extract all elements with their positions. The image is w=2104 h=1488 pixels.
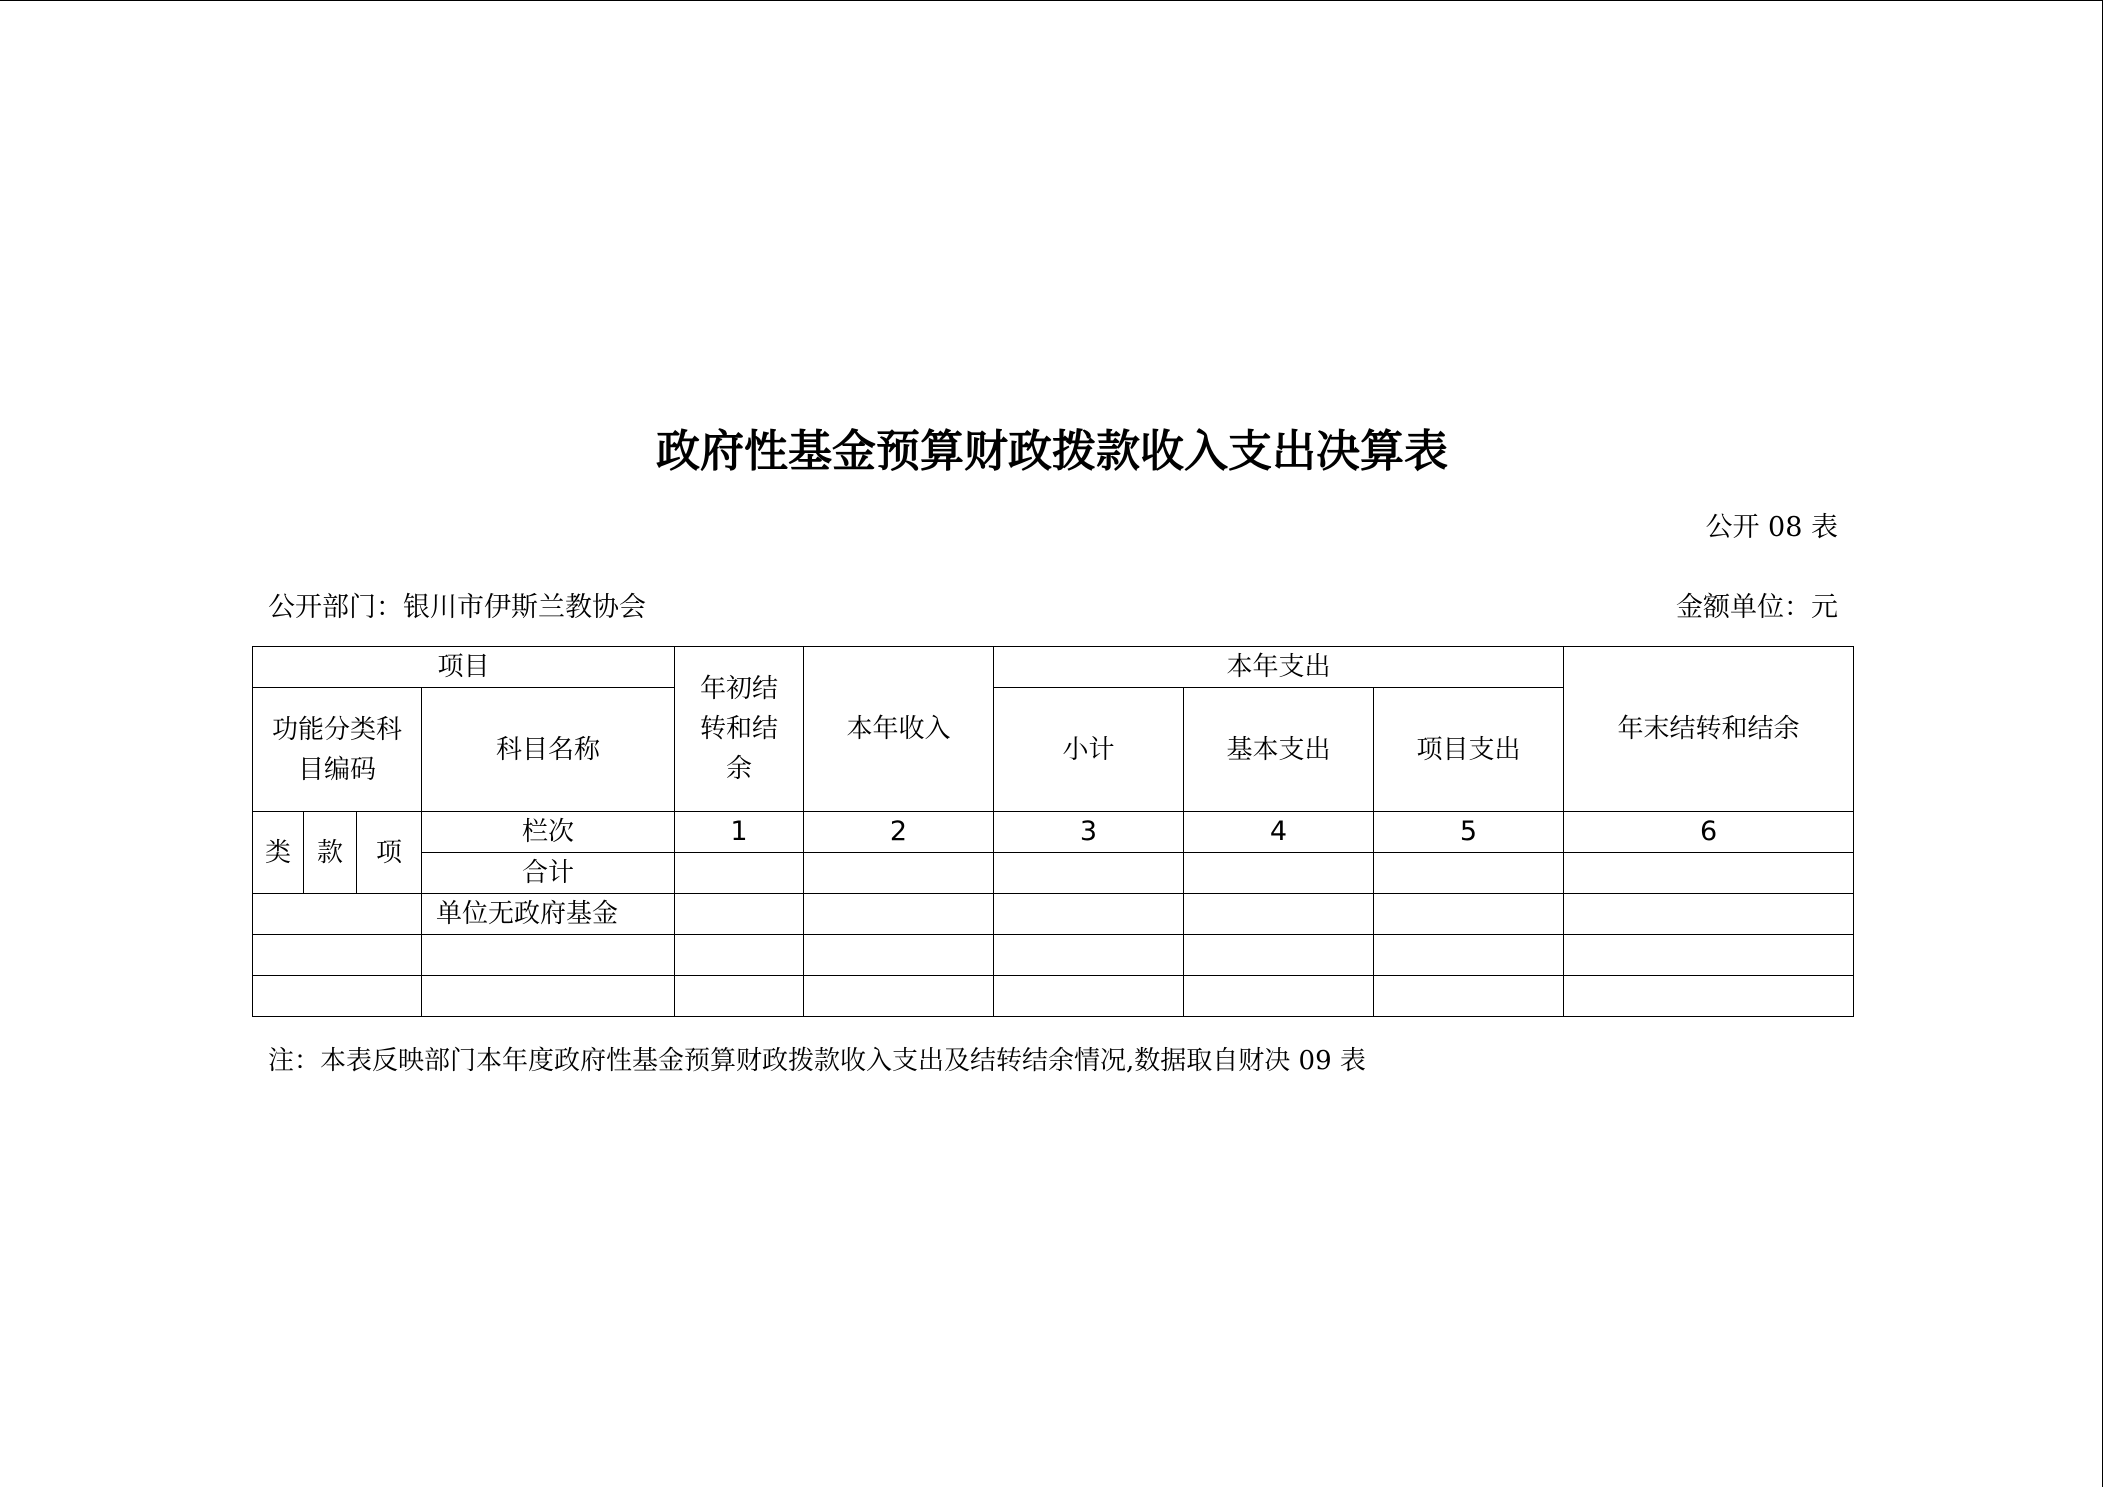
table-cell xyxy=(1374,894,1564,935)
department-label: 公开部门：银川市伊斯兰教协会 xyxy=(268,592,646,623)
table-cell xyxy=(804,935,994,976)
total-row xyxy=(253,853,1854,894)
row-code xyxy=(253,976,422,1017)
column-number: 2 xyxy=(804,812,994,853)
column-number: 4 xyxy=(1184,812,1374,853)
header-lei: 类 xyxy=(253,812,304,894)
table-cell xyxy=(675,853,804,894)
header-begin-balance xyxy=(675,647,804,812)
header-begin-balance-line: 转和结 xyxy=(700,714,779,744)
column-number: 5 xyxy=(1374,812,1564,853)
table-cell xyxy=(994,935,1184,976)
table-row xyxy=(253,976,1854,1017)
row-subject-name xyxy=(422,976,675,1017)
total-label: 合计 xyxy=(422,853,675,894)
table-row xyxy=(253,894,1854,935)
header-kuan: 款 xyxy=(304,812,357,894)
row-subject-name xyxy=(422,935,675,976)
table-cell xyxy=(1184,976,1374,1017)
header-project: 项目 xyxy=(253,647,675,688)
table-cell xyxy=(804,853,994,894)
column-number-row xyxy=(253,812,1854,853)
header-subtotal: 小计 xyxy=(994,688,1184,812)
header-lanci: 栏次 xyxy=(422,812,675,853)
table-cell xyxy=(1374,853,1564,894)
column-number: 1 xyxy=(675,812,804,853)
header-expense: 本年支出 xyxy=(994,647,1564,688)
header-income: 本年收入 xyxy=(804,647,994,812)
row-subject-name: 单位无政府基金 xyxy=(422,894,675,935)
row-code xyxy=(253,935,422,976)
header-basic-expense: 基本支出 xyxy=(1184,688,1374,812)
header-end-balance: 年末结转和结余 xyxy=(1564,647,1854,812)
header-project-expense: 项目支出 xyxy=(1374,688,1564,812)
table-cell xyxy=(675,976,804,1017)
header-row-1 xyxy=(253,647,1854,688)
table-cell xyxy=(1184,894,1374,935)
page-title: 政府性基金预算财政拨款收入支出决算表 xyxy=(656,426,1448,477)
table-cell xyxy=(804,976,994,1017)
table-cell xyxy=(804,894,994,935)
header-func-code xyxy=(253,688,422,812)
form-number: 公开 08 表 xyxy=(1705,512,1838,543)
column-number: 3 xyxy=(994,812,1184,853)
table-cell xyxy=(1564,853,1854,894)
header-xiang: 项 xyxy=(357,812,422,894)
header-begin-balance-line: 余 xyxy=(726,754,753,784)
table-cell xyxy=(994,894,1184,935)
column-number: 6 xyxy=(1564,812,1854,853)
table-cell xyxy=(1184,935,1374,976)
table-cell xyxy=(994,853,1184,894)
header-begin-balance-line: 年初结 xyxy=(700,674,779,704)
header-func-code-line: 功能分类科 xyxy=(271,714,402,745)
amount-unit-label: 金额单位：元 xyxy=(1676,592,1838,623)
table-cell xyxy=(675,894,804,935)
table-cell xyxy=(1564,894,1854,935)
table-cell xyxy=(1564,976,1854,1017)
footnote: 注：本表反映部门本年度政府性基金预算财政拨款收入支出及结转结余情况,数据取自财决 09 表 xyxy=(268,1046,1366,1076)
table-cell xyxy=(994,976,1184,1017)
budget-table xyxy=(252,646,1854,1017)
table-cell xyxy=(675,935,804,976)
table-row xyxy=(253,935,1854,976)
header-func-code-line: 目编码 xyxy=(297,754,376,785)
table-cell xyxy=(1184,853,1374,894)
table-cell xyxy=(1564,935,1854,976)
row-code xyxy=(253,894,422,935)
header-subject-name: 科目名称 xyxy=(422,688,675,812)
table-cell xyxy=(1374,976,1564,1017)
table-cell xyxy=(1374,935,1564,976)
